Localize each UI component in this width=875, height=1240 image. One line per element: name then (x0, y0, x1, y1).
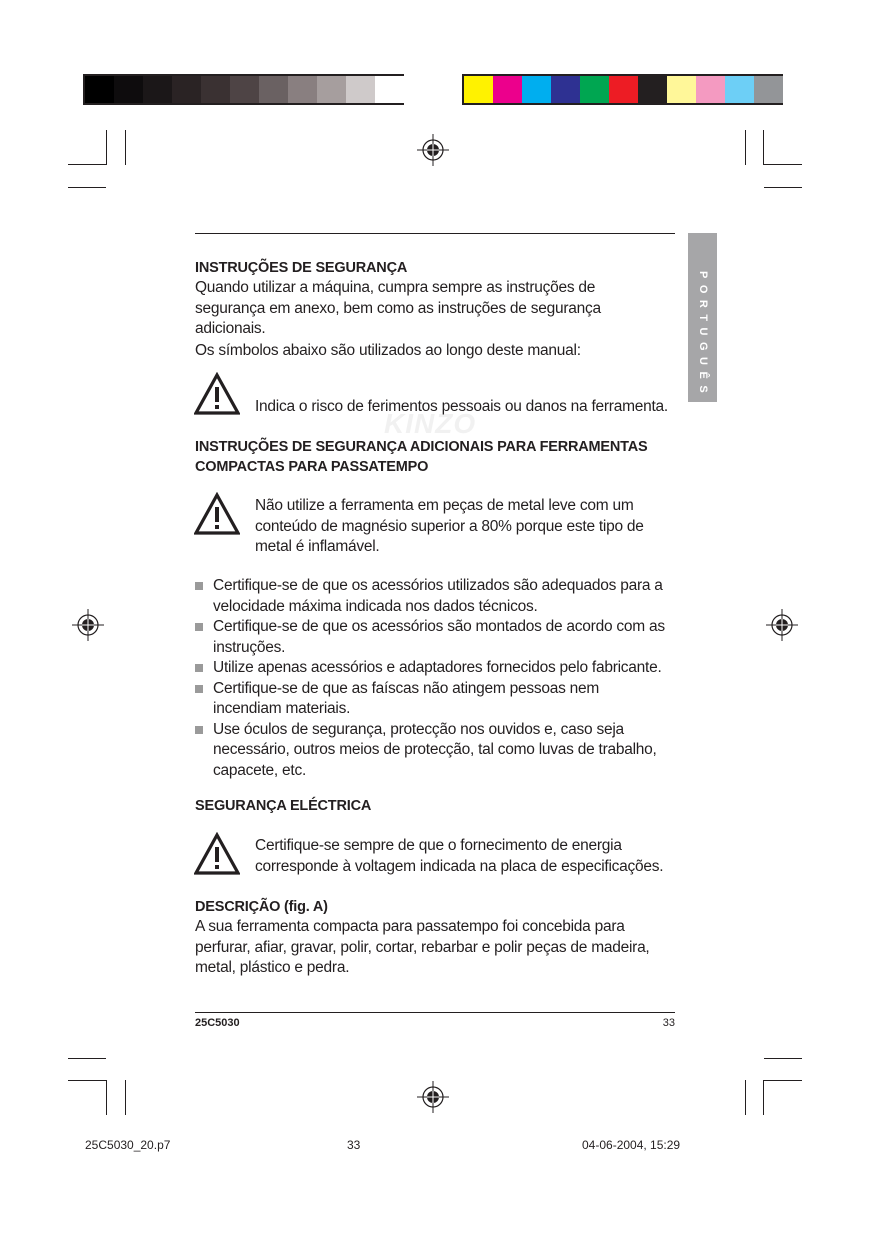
list-item-text: Utilize apenas acessórios e adaptadores fornecidos pelo fabricante. (213, 659, 662, 676)
symbols-text: Os símbolos abaixo são utilizados ao longo deste manual: (195, 342, 581, 359)
crop-mark (125, 1080, 126, 1115)
list-item-text: Use óculos de segurança, protecção nos ouvidos e, caso seja necessário, outros meios de protecção, tal como luvas de trabalho, capacete, etc. (213, 720, 657, 779)
crop-mark (764, 1080, 802, 1081)
color-swatch (346, 76, 375, 103)
registration-mark-icon (766, 609, 798, 641)
slug-page: 33 (347, 1138, 361, 1152)
color-swatch (259, 76, 288, 103)
color-swatch (493, 76, 522, 103)
additional-heading-line2: COMPACTAS PARA PASSATEMPO (195, 459, 429, 475)
description-heading: DESCRIÇÃO (fig. A) (195, 899, 328, 915)
watermark: KINZO (384, 408, 477, 439)
warning-text-voltage: Certifique-se sempre de que o fornecimento de energia corresponde à voltagem indicada na placa de especificações. (255, 837, 664, 875)
crop-mark (125, 130, 126, 165)
warning-icon (194, 832, 240, 876)
color-swatch (114, 76, 143, 103)
crop-mark (68, 1080, 106, 1081)
crop-mark (745, 1080, 746, 1115)
color-swatch (609, 76, 638, 103)
bullet-list (195, 576, 670, 781)
crop-mark (764, 164, 802, 165)
crop-mark (745, 130, 746, 165)
description-text: A sua ferramenta compacta para passatempo foi concebida para perfurar, afiar, gravar, polir, cortar, rebarbar e polir peças de madeira, metal, plástico e pedra. (195, 918, 650, 976)
crop-mark (763, 130, 764, 165)
language-tab-label: PORTUGUÊS (697, 271, 709, 400)
color-swatch (317, 76, 346, 103)
warning-icon (194, 492, 240, 536)
bullet-square-icon (195, 582, 203, 590)
color-swatch (754, 76, 783, 103)
color-swatch (551, 76, 580, 103)
color-swatch (725, 76, 754, 103)
color-swatch (143, 76, 172, 103)
color-swatch (696, 76, 725, 103)
color-swatch (375, 76, 404, 103)
bullet-square-icon (195, 685, 203, 693)
list-item-text: Certifique-se de que os acessórios utilizados são adequados para a velocidade máxima indicada nos dados técnicos. (213, 577, 663, 615)
color-swatch (522, 76, 551, 103)
list-item (195, 576, 670, 617)
crop-mark (764, 187, 802, 188)
footer-model: 25C5030 (195, 1017, 240, 1029)
color-swatch (230, 76, 259, 103)
crop-mark (764, 1058, 802, 1059)
slug-datetime: 04-06-2004, 15:29 (582, 1138, 681, 1152)
registration-mark-icon (417, 1081, 449, 1113)
crop-mark (68, 164, 106, 165)
footer-page-number: 33 (662, 1017, 675, 1029)
color-swatch (288, 76, 317, 103)
bullet-square-icon (195, 726, 203, 734)
slug-file: 25C5030_20.p7 (85, 1138, 171, 1152)
color-swatch (172, 76, 201, 103)
bullet-square-icon (195, 664, 203, 672)
warning-text-magnesium: Não utilize a ferramenta em peças de metal leve com um conteúdo de magnésio superior a 80% porque este tipo de metal é inflamável. (255, 497, 644, 555)
crop-mark (68, 1058, 106, 1059)
list-item (195, 679, 670, 720)
warning-icon (194, 372, 240, 416)
top-rule (195, 233, 675, 234)
bullet-square-icon (195, 623, 203, 631)
safety-intro: Quando utilizar a máquina, cumpra sempre as instruções de segurança em anexo, bem como as instruções de segurança adicionais. (195, 279, 601, 337)
color-swatch (580, 76, 609, 103)
color-swatch (638, 76, 667, 103)
registration-mark-icon (417, 134, 449, 166)
safety-heading: INSTRUÇÕES DE SEGURANÇA (195, 260, 408, 276)
color-swatch (201, 76, 230, 103)
bottom-rule (195, 1012, 675, 1013)
list-item (195, 617, 670, 658)
crop-mark (106, 1080, 107, 1115)
list-item (195, 720, 670, 782)
list-item-text: Certifique-se de que as faíscas não atingem pessoas nem incendiam materiais. (213, 679, 600, 717)
warning-text-risk: Indica o risco de ferimentos pessoais ou danos na ferramenta. (255, 398, 668, 415)
registration-mark-icon (72, 609, 104, 641)
electrical-heading: SEGURANÇA ELÉCTRICA (195, 798, 372, 814)
list-item-text: Certifique-se de que os acessórios são montados de acordo com as instruções. (213, 618, 665, 656)
list-item (195, 658, 670, 679)
crop-mark (68, 187, 106, 188)
color-swatch (667, 76, 696, 103)
color-swatch (85, 76, 114, 103)
crop-mark (106, 130, 107, 165)
color-swatch (464, 76, 493, 103)
crop-mark (763, 1080, 764, 1115)
language-tab (688, 233, 717, 402)
additional-heading-line1: INSTRUÇÕES DE SEGURANÇA ADICIONAIS PARA FERRAMENTAS (195, 439, 648, 455)
